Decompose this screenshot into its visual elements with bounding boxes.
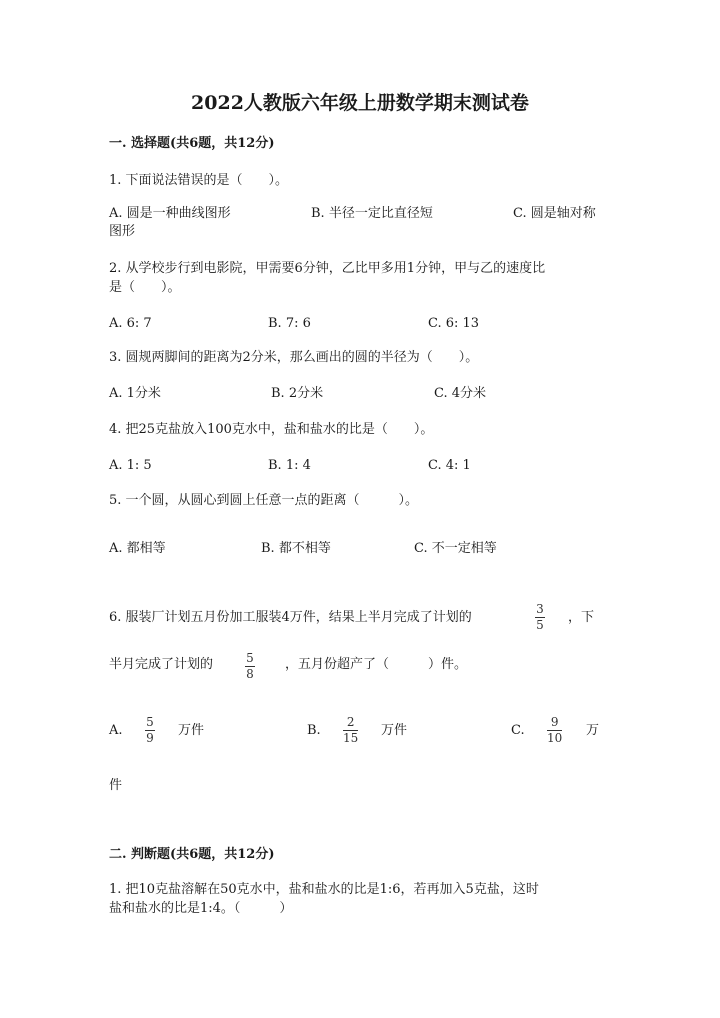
question-1-option-c-wrap: 图形 [109, 224, 136, 239]
judgment-1-line2: 盐和盐水的比是1:4。（ ） [109, 901, 293, 916]
fraction-denominator: 8 [246, 667, 254, 681]
fraction-numerator: 3 [536, 602, 544, 616]
question-5-option-c: C. 不一定相等 [414, 541, 497, 556]
question-5-option-b: B. 都不相等 [261, 541, 331, 556]
question-6-stem-part4: ，五月份超产了（ ）件。 [285, 657, 468, 672]
question-3-stem: 3. 圆规两脚间的距离为2分米，那么画出的圆的半径为（ ）。 [109, 350, 479, 365]
question-6-option-b-label: B. [307, 723, 321, 738]
fraction-denominator: 9 [146, 731, 154, 745]
question-6-fraction-1 [535, 603, 545, 632]
question-1-option-c: C. 圆是轴对称 [513, 206, 596, 221]
question-4-option-b: B. 1: 4 [268, 458, 311, 473]
question-4-stem: 4. 把25克盐放入100克水中，盐和盐水的比是（ ）。 [109, 422, 434, 437]
question-2-option-a: A. 6: 7 [109, 316, 152, 331]
question-2-option-b: B. 7: 6 [268, 316, 311, 331]
judgment-1-line1: 1. 把10克盐溶解在50克水中，盐和盐水的比是1:6，若再加入5克盐，这时 [109, 882, 539, 897]
question-6-option-c-unit: 万 [586, 723, 600, 738]
question-3-option-c: C. 4分米 [434, 386, 487, 401]
question-6-option-c-fraction [547, 716, 562, 745]
question-1-option-b: B. 半径一定比直径短 [311, 206, 433, 221]
fraction-numerator: 5 [146, 715, 154, 729]
question-5-stem: 5. 一个圆，从圆心到圆上任意一点的距离（ ）。 [109, 493, 419, 508]
question-2-option-c: C. 6: 13 [428, 316, 480, 331]
question-6-stem-part3: 半月完成了计划的 [109, 657, 214, 672]
question-6-option-a-unit: 万件 [178, 723, 205, 738]
question-3-option-a: A. 1分米 [109, 386, 161, 401]
question-6-stem-part2: ，下 [568, 610, 595, 625]
question-1-stem: 1. 下面说法错误的是（ ）。 [109, 173, 289, 188]
fraction-numerator: 5 [246, 651, 254, 665]
fraction-numerator: 2 [346, 715, 355, 729]
fraction-numerator: 9 [550, 715, 559, 729]
fraction-denominator: 10 [547, 731, 563, 745]
page-title: 2022人教版六年级上册数学期末测试卷 [191, 92, 529, 114]
section-header-choice: 一. 选择题(共6题，共12分) [109, 136, 275, 151]
question-6-option-b-unit: 万件 [381, 723, 408, 738]
question-6-option-a-fraction [145, 716, 155, 745]
question-4-option-c: C. 4: 1 [428, 458, 471, 473]
question-5-option-a: A. 都相等 [109, 541, 166, 556]
section-header-judgment: 二. 判断题(共6题，共12分) [109, 847, 275, 862]
question-3-option-b: B. 2分米 [271, 386, 324, 401]
question-4-option-a: A. 1: 5 [109, 458, 152, 473]
question-2-stem-line1: 2. 从学校步行到电影院，甲需要6分钟，乙比甲多用1分钟，甲与乙的速度比 [109, 261, 546, 276]
question-2-stem-line2: 是（ ）。 [109, 280, 181, 295]
question-6-stem-part1: 6. 服装厂计划五月份加工服装4万件，结果上半月完成了计划的 [109, 610, 472, 625]
question-6-fraction-2 [245, 652, 255, 681]
fraction-denominator: 5 [536, 618, 544, 632]
question-1-option-a: A. 圆是一种曲线图形 [109, 206, 231, 221]
question-6-option-a-label: A. [109, 723, 123, 738]
question-6-option-c-label: C. [511, 723, 525, 738]
fraction-denominator: 15 [343, 731, 359, 745]
question-6-option-c-wrap: 件 [109, 778, 123, 793]
question-6-option-b-fraction [343, 716, 358, 745]
